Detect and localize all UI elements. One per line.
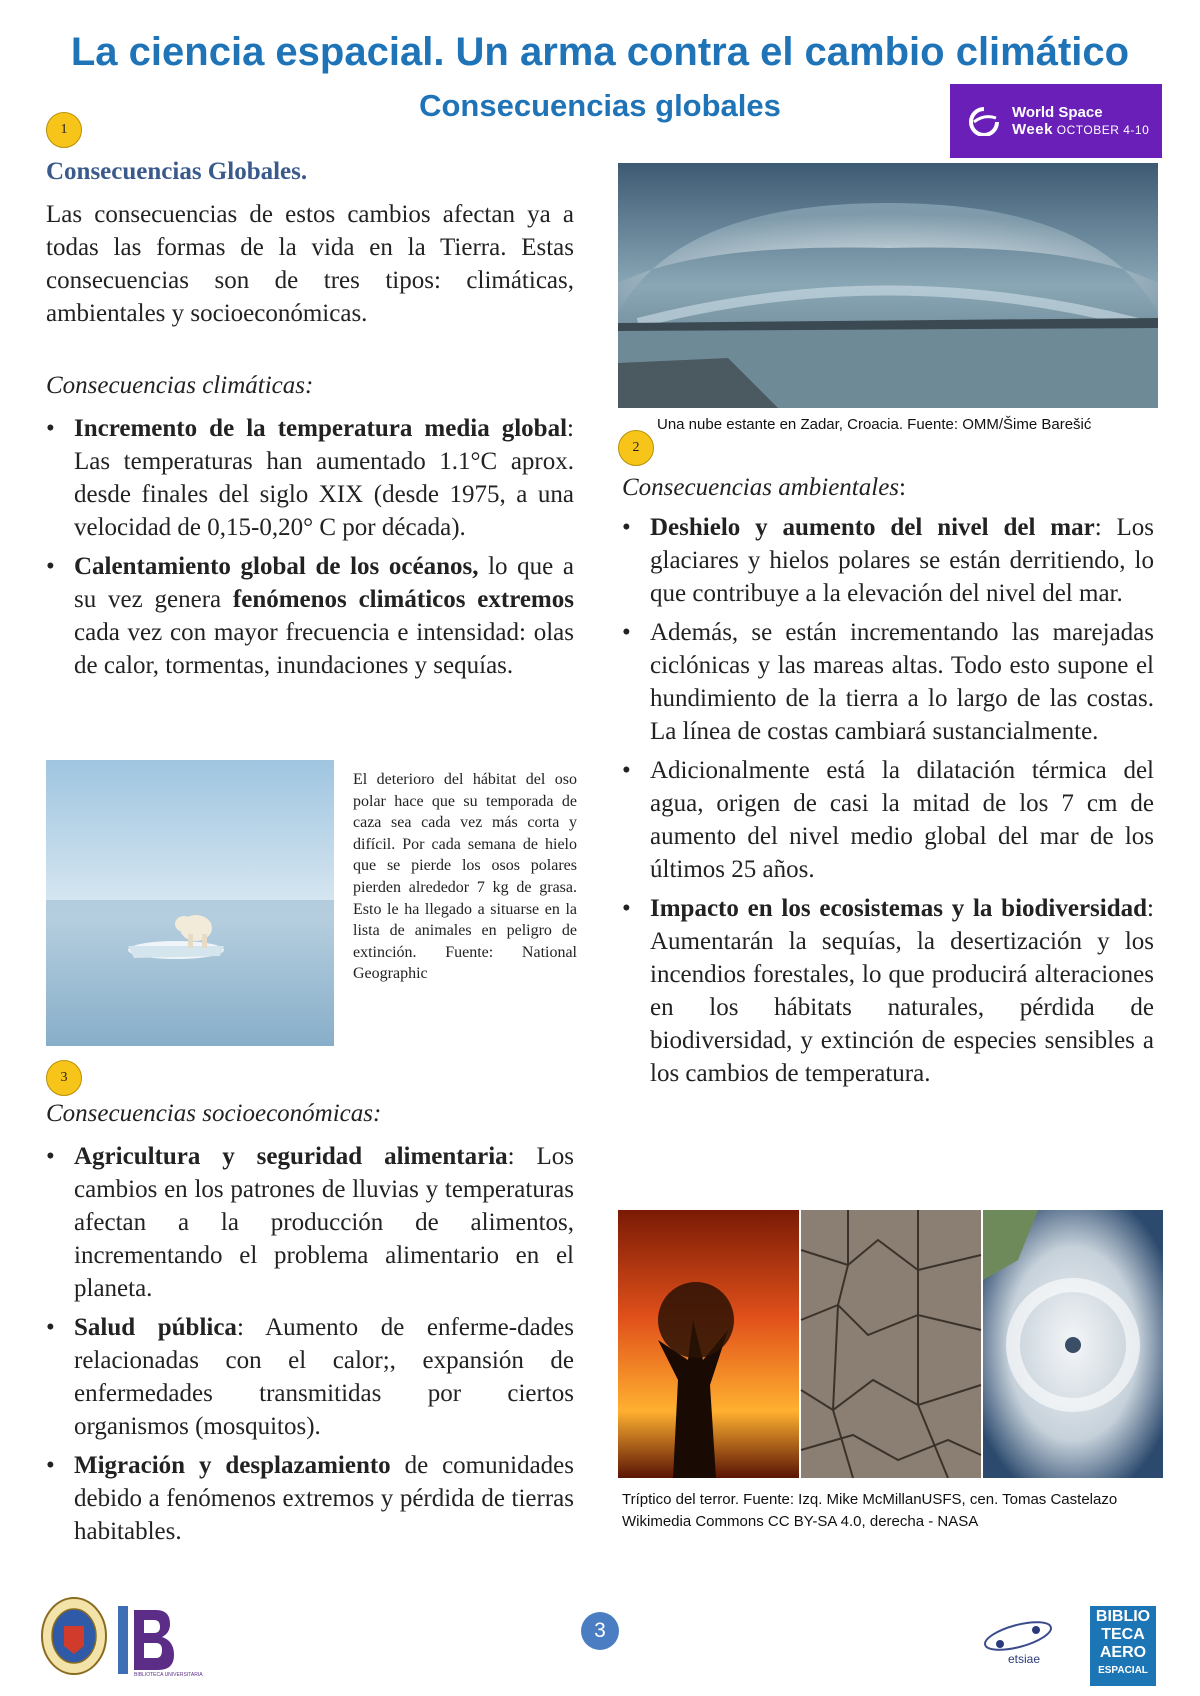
etsiae-label: etsiae: [1008, 1652, 1041, 1666]
section-badge-1: 1: [46, 112, 82, 148]
item-text: Adicionalmente está la dilatación térmica del agua, origen de casi la mitad de los 7 cm de aumento del nivel medio global del mar de los últimos 25 años.: [650, 757, 1154, 883]
section-heading-global: Consecuencias Globales.: [46, 158, 308, 185]
etsiae-logo: [978, 1612, 1058, 1668]
polar-bear-image: [46, 760, 334, 1046]
item-text: cada vez con mayor frecuencia e intensidad: olas de calor, tormentas, inundaciones y sequías.: [74, 619, 574, 679]
page-subtitle: Consecuencias globales: [419, 88, 781, 123]
item-bold: Deshielo y aumento del nivel del mar: [650, 514, 1095, 541]
triptych-caption: [622, 1489, 1117, 1533]
triptych-image: [618, 1210, 1163, 1478]
env-list: [622, 511, 1154, 1096]
item-bold: Impacto en los ecosistemas y la biodiversidad: [650, 895, 1148, 922]
item-bold: Salud pública: [74, 1314, 237, 1341]
item-text: : Las temperaturas han aumentado 1.1°C aprox. desde finales del siglo XIX (desde 1975, a una velocidad de 0,15-0,20° C por década).: [74, 415, 574, 541]
item-bold: fenómenos climáticos extremos: [232, 586, 574, 613]
item-bold: Calentamiento global de los océanos,: [74, 553, 479, 580]
section-badge-3: 3: [46, 1060, 82, 1096]
env-heading-colon: :: [899, 474, 906, 501]
aero-line: ESPACIAL: [1098, 1665, 1148, 1676]
biblio-label: BIBLIOTECA UNIVERSITARIA: [134, 1672, 203, 1678]
socio-list: [46, 1140, 574, 1554]
page-number: 3: [581, 1612, 619, 1650]
item-text: de comunidades debido a fenómenos extremos y pérdida de tierras habitables.: [74, 1452, 574, 1545]
item-text: Además, se están incrementando las marejadas ciclónicas y las mareas altas. Todo esto supone el hundimiento de la tierra a lo largo de las costas. La línea de costas cambiará sustancialmente.: [650, 619, 1154, 745]
biblio-side-label: POLITÉCNICA: [109, 1616, 117, 1663]
item-text: lo que a su vez genera: [74, 553, 575, 613]
upm-seal-logo: [40, 1596, 108, 1676]
intro-paragraph: Las consecuencias de estos cambios afectan ya a todas las formas de la vida en la Tierra. Estas consecuencias son de tres tipos: climáticas, ambientales y socioeconómicas.: [46, 201, 574, 327]
item-text: : Los glaciares y hielos polares se están derritiendo, lo que contribuye a la elevación del nivel del mar.: [650, 514, 1154, 607]
triptych-caption-line2: Wikimedia Commons CC BY-SA 4.0, derecha - NASA: [622, 1513, 979, 1530]
shelf-cloud-image: [618, 163, 1158, 408]
section-badge-2: 2: [618, 430, 654, 466]
list-item: [622, 892, 1154, 1090]
item-text: : Los cambios en los patrones de lluvias y temperaturas afectan a la producción de alimentos, incrementando el problema alimentario en el planeta.: [74, 1143, 574, 1302]
climatic-list: [46, 412, 574, 688]
item-text: : Aumento de enferme-dades relacionadas con el calor;, expansión de enfermedades transmitidas por ciertos organismos (mosquitos).: [74, 1314, 574, 1440]
env-heading-text: Consecuencias ambientales: [622, 474, 900, 501]
list-item: [622, 511, 1154, 610]
climatic-heading: Consecuencias climáticas:: [46, 372, 314, 399]
list-item: [622, 616, 1154, 748]
list-item: [46, 1449, 574, 1548]
list-item: [46, 1140, 574, 1305]
biblioteca-aeroespacial-logo: [1090, 1606, 1156, 1686]
list-item: [622, 754, 1154, 886]
world-space-week-icon: [966, 106, 1002, 136]
socio-heading: Consecuencias socioeconómicas:: [46, 1100, 382, 1127]
item-bold: Migración y desplazamiento: [74, 1452, 391, 1479]
wsw-dates: OCTOBER 4-10: [1056, 122, 1150, 137]
wsw-line1: World Space: [1012, 103, 1103, 121]
aero-line: AERO: [1099, 1644, 1147, 1661]
page-title: La ciencia espacial. Un arma contra el cambio climático: [70, 30, 1130, 74]
aero-line: TECA: [1101, 1626, 1145, 1643]
wsw-line2: Week: [1012, 120, 1053, 138]
list-item: [46, 550, 574, 682]
triptych-caption-line1: Tríptico del terror. Fuente: Izq. Mike McMillanUSFS, cen. Tomas Castelazo: [622, 1491, 1118, 1508]
cloud-caption: Una nube estante en Zadar, Croacia. Fuente: OMM/Šime Barešić: [657, 416, 1092, 433]
list-item: [46, 412, 574, 544]
polar-bear-caption: El deterioro del hábitat del oso polar hace que su temporada de caza sea cada vez más corta y difícil. Por cada semana de hielo que se pierde los osos polares pierden alrededor 7 kg de grasa. Esto le ha llegado a situarse en la lista de animales en peligro de extinción. Fuente: National Geographic: [353, 771, 577, 983]
item-bold: Incremento de la temperatura media global: [74, 415, 568, 442]
world-space-week-logo: [950, 84, 1162, 158]
aero-line: BIBLIO: [1095, 1608, 1151, 1625]
env-heading: [622, 474, 906, 502]
item-text: : Aumentarán la sequías, la desertización y los incendios forestales, lo que producirá alteraciones en los hábitats naturales, pérdida de biodiversidad, y extinción de especies sensibles a los cambios de temperatura.: [650, 895, 1154, 1087]
biblioteca-universitaria-logo: [109, 1606, 203, 1682]
list-item: [46, 1311, 574, 1443]
item-bold: Agricultura y seguridad alimentaria: [74, 1143, 508, 1170]
